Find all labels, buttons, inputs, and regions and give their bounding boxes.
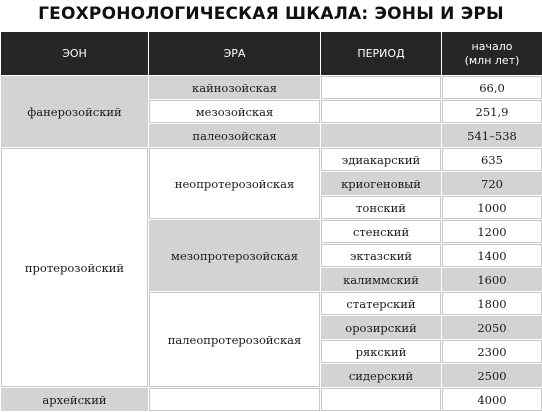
- period-cell: орозирский: [321, 316, 442, 340]
- start-cell: 720: [442, 172, 542, 196]
- era-cell: палеопротерозойская: [149, 292, 321, 388]
- start-cell: 1000: [442, 196, 542, 220]
- start-cell: 2500: [442, 364, 542, 388]
- header-eon: ЭОН: [1, 32, 149, 76]
- period-cell: калиммский: [321, 268, 442, 292]
- start-cell: 2300: [442, 340, 542, 364]
- geochronology-table: [0, 31, 542, 412]
- era-cell: мезопротерозойская: [149, 220, 321, 292]
- table-header-row: [1, 32, 542, 76]
- header-start: [442, 32, 542, 76]
- start-cell: 1800: [442, 292, 542, 316]
- start-cell: 1400: [442, 244, 542, 268]
- period-cell: рякский: [321, 340, 442, 364]
- header-era: ЭРА: [149, 32, 321, 76]
- period-cell: статерский: [321, 292, 442, 316]
- period-cell: стенский: [321, 220, 442, 244]
- start-cell: 1600: [442, 268, 542, 292]
- start-cell: 635: [442, 148, 542, 172]
- eon-cell: архейский: [1, 388, 149, 412]
- start-cell: 251,9: [442, 100, 542, 124]
- period-cell: эктазский: [321, 244, 442, 268]
- header-period: ПЕРИОД: [321, 32, 442, 76]
- period-cell: сидерский: [321, 364, 442, 388]
- page-title: ГЕОХРОНОЛОГИЧЕСКАЯ ШКАЛА: ЭОНЫ И ЭРЫ: [0, 0, 542, 30]
- header-start-line2: (млн лет): [442, 54, 542, 68]
- period-cell: [321, 124, 442, 148]
- era-cell: палеозойская: [149, 124, 321, 148]
- start-cell: 2050: [442, 316, 542, 340]
- table-row: [1, 76, 542, 100]
- era-cell: неопротерозойская: [149, 148, 321, 220]
- header-start-line1: начало: [442, 40, 542, 54]
- start-cell: 541–538: [442, 124, 542, 148]
- period-cell: [321, 76, 442, 100]
- start-cell: 4000: [442, 388, 542, 412]
- table-row: [1, 148, 542, 172]
- period-cell: эдиакарский: [321, 148, 442, 172]
- period-cell: тонский: [321, 196, 442, 220]
- era-cell: мезозойская: [149, 100, 321, 124]
- start-cell: 1200: [442, 220, 542, 244]
- eon-cell: протерозойский: [1, 148, 149, 388]
- period-cell: [321, 388, 442, 412]
- era-cell: [149, 388, 321, 412]
- table-row: [1, 388, 542, 412]
- era-cell: кайнозойская: [149, 76, 321, 100]
- start-cell: 66,0: [442, 76, 542, 100]
- period-cell: [321, 100, 442, 124]
- period-cell: криогеновый: [321, 172, 442, 196]
- eon-cell: фанерозойский: [1, 76, 149, 148]
